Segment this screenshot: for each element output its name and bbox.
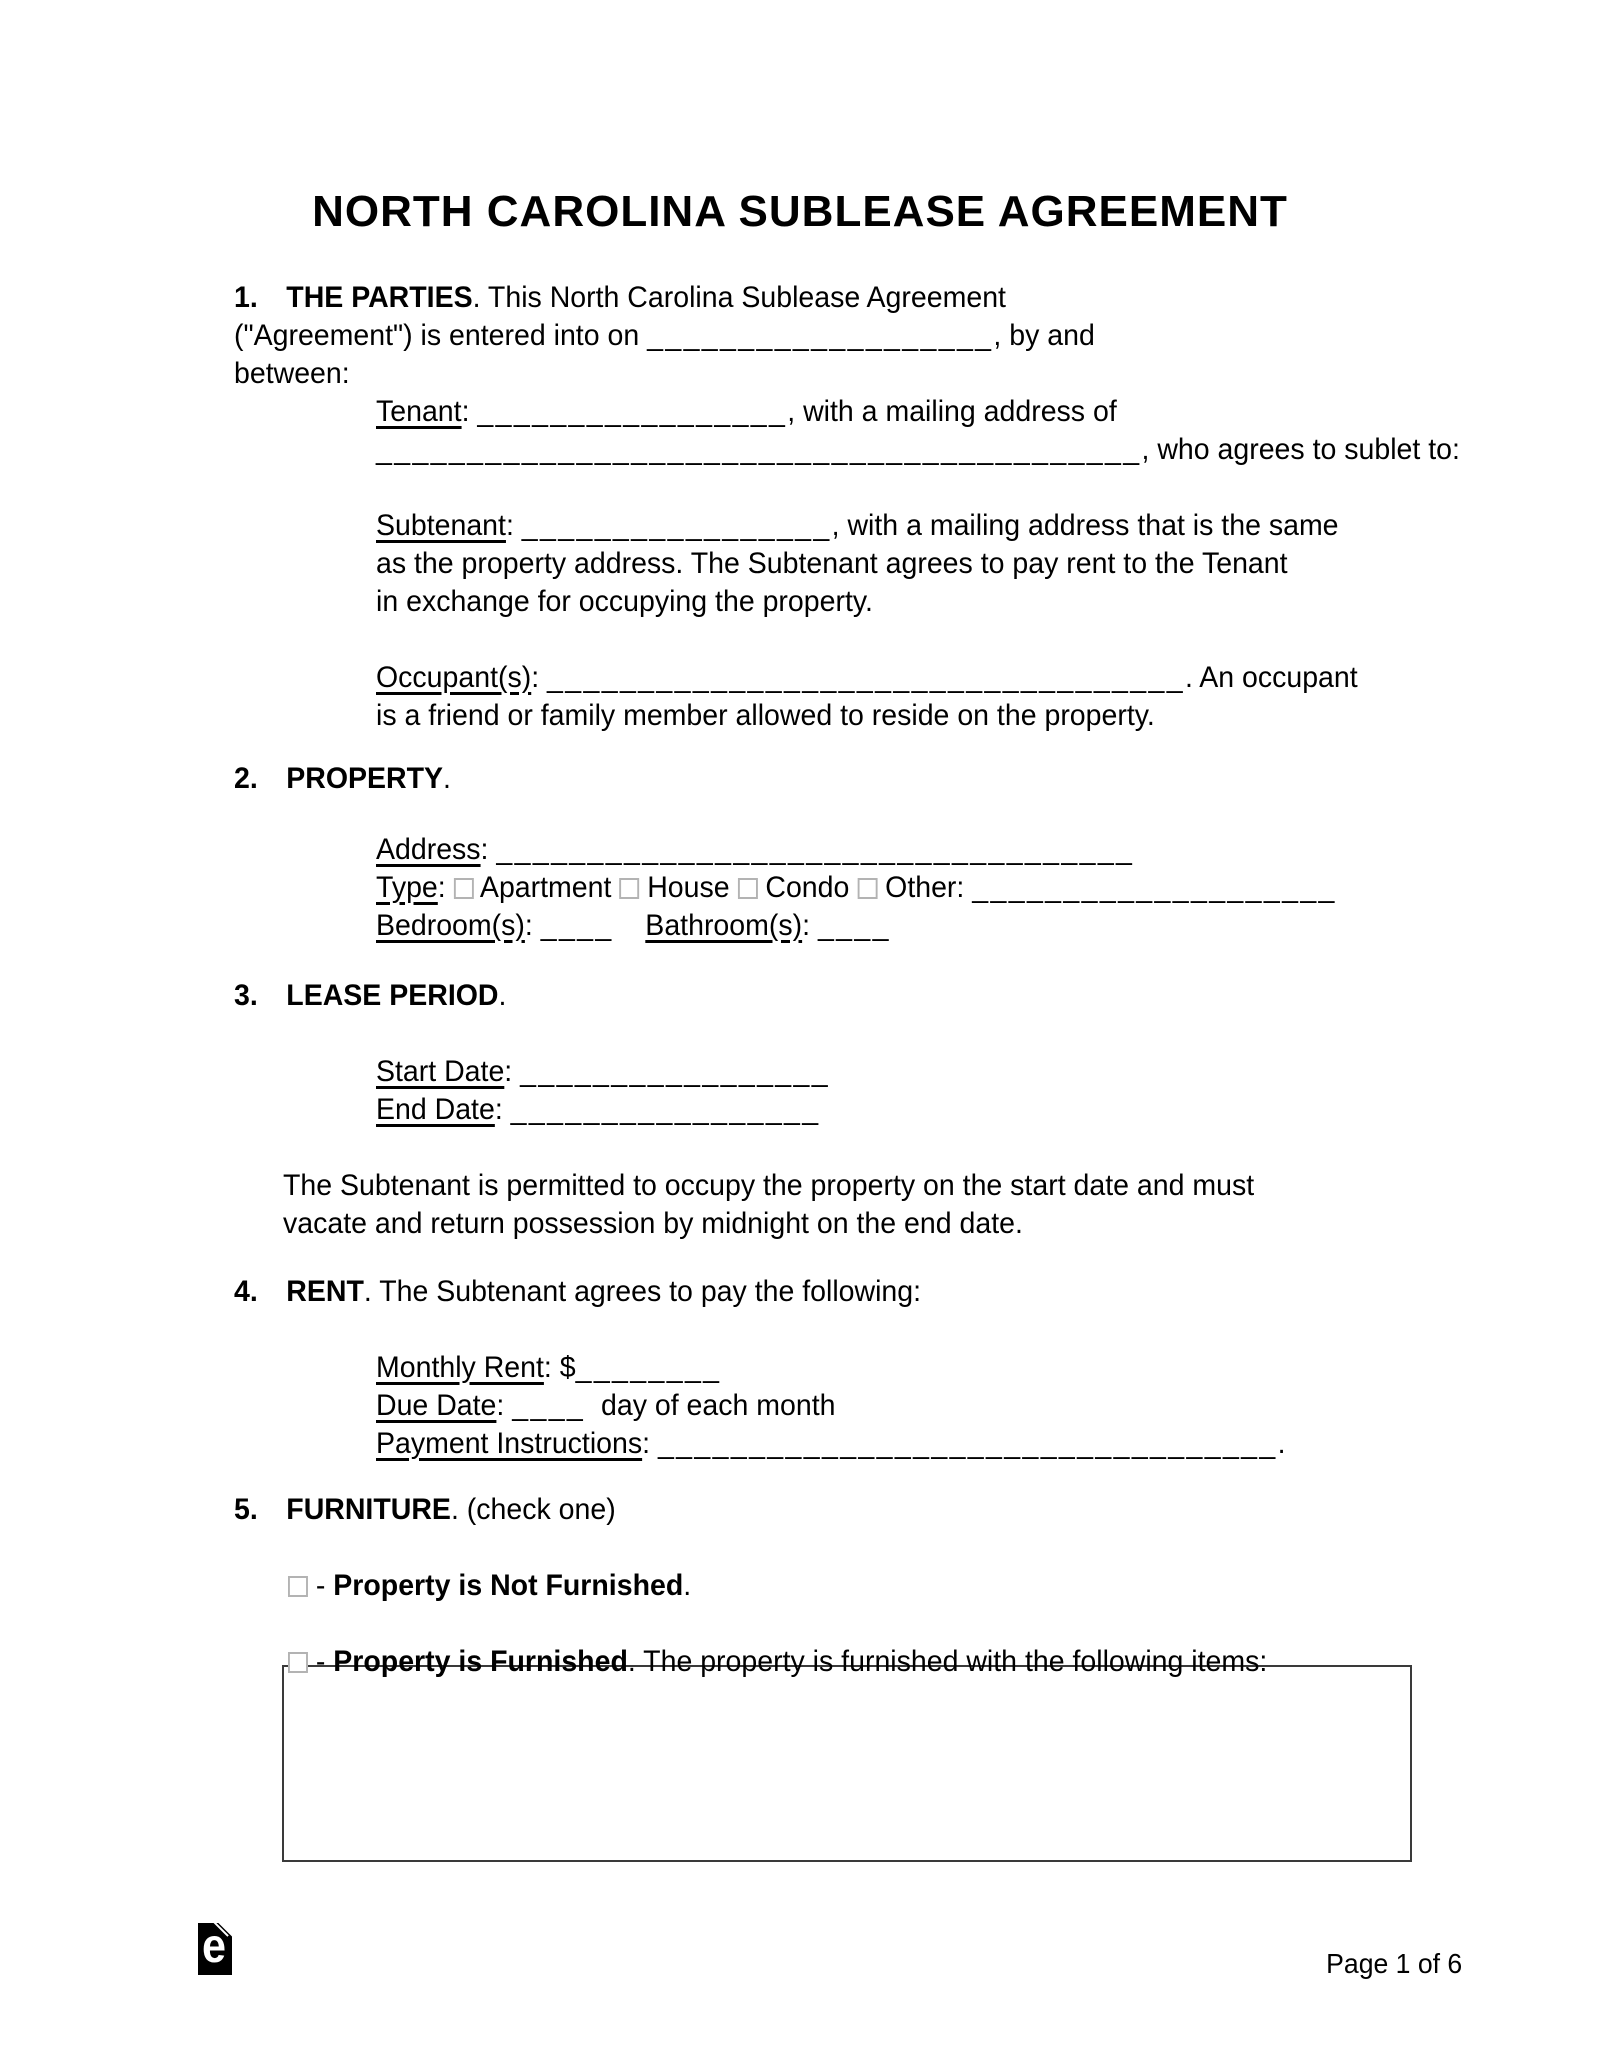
text-segment: : xyxy=(461,395,478,428)
text-segment: - xyxy=(307,1645,334,1678)
text-line xyxy=(376,545,1460,583)
field-label: End Date xyxy=(376,1093,495,1126)
text-segment: - xyxy=(307,1569,334,1602)
checkbox[interactable] xyxy=(288,1576,308,1597)
text-line xyxy=(376,431,1460,469)
text-line xyxy=(376,1425,1460,1463)
field-label: Due Date xyxy=(376,1389,497,1422)
text-segment: . xyxy=(683,1569,692,1602)
checkbox[interactable] xyxy=(288,1652,308,1673)
text-line xyxy=(376,1387,1460,1425)
lease-fields xyxy=(376,1053,1517,1129)
text-line xyxy=(283,1205,1455,1243)
document-title: NORTH CAROLINA SUBLEASE AGREEMENT xyxy=(312,187,1288,236)
blank-field[interactable]: _________________ xyxy=(520,1055,830,1088)
property-heading xyxy=(234,760,1517,798)
eforms-logo xyxy=(198,1920,232,1975)
furnished-option xyxy=(288,1643,1517,1681)
text-segment: vacate and return possession by midnight on the end date. xyxy=(283,1207,1023,1240)
text-segment: : xyxy=(531,661,548,694)
bold-text: FURNITURE xyxy=(286,1493,451,1526)
text-segment: : xyxy=(504,1055,521,1088)
checkbox[interactable] xyxy=(619,878,639,899)
section-number: 5. xyxy=(234,1493,258,1526)
field-label: Type xyxy=(376,871,438,904)
text-segment: . xyxy=(443,762,451,795)
text-line xyxy=(234,279,1453,317)
furniture-heading xyxy=(234,1491,1517,1529)
field-label: Start Date xyxy=(376,1055,505,1088)
page-indicator: Page 1 of 6 xyxy=(1325,1948,1462,1979)
text-line xyxy=(376,659,1460,697)
field-label: Address xyxy=(376,833,481,866)
blank-field[interactable]: _________________ xyxy=(521,509,832,542)
section-number: 3. xyxy=(234,979,258,1012)
text-segment: , with a mailing address that is the same xyxy=(831,509,1339,542)
blank-field[interactable]: _________________ xyxy=(477,395,788,428)
text-segment: : xyxy=(524,909,541,942)
text-line xyxy=(376,583,1460,621)
field-label: Bathroom(s) xyxy=(645,909,803,942)
rent-fields xyxy=(376,1349,1517,1463)
blank-field[interactable]: _________________ xyxy=(510,1093,821,1126)
text-segment xyxy=(614,909,646,942)
text-line xyxy=(288,1567,1456,1605)
text-segment: . The Subtenant agrees to pay the following: xyxy=(363,1275,922,1308)
blank-field[interactable]: ___________________________________ xyxy=(496,833,1135,866)
subtenant-clause xyxy=(376,507,1517,621)
text-line xyxy=(376,1053,1460,1091)
field-label: Monthly Rent xyxy=(376,1351,544,1384)
bold-text: RENT xyxy=(286,1275,364,1308)
text-segment: . xyxy=(498,979,507,1012)
rent-heading xyxy=(234,1273,1517,1311)
blank-field[interactable]: ____ xyxy=(817,909,891,942)
section-number: 1. xyxy=(234,281,258,314)
text-line xyxy=(234,977,1453,1015)
text-line xyxy=(376,869,1460,907)
text-line xyxy=(376,1349,1460,1387)
checkbox[interactable] xyxy=(857,878,877,899)
section-number: 2. xyxy=(234,762,258,795)
text-segment: : xyxy=(496,1389,513,1422)
section-number: 4. xyxy=(234,1275,258,1308)
text-line xyxy=(234,760,1453,798)
bold-text: Property is Furnished xyxy=(333,1645,628,1678)
blank-field[interactable]: __________________________________ xyxy=(657,1427,1278,1460)
text-line xyxy=(376,697,1460,735)
text-line xyxy=(376,907,1460,945)
text-segment: day of each month xyxy=(585,1389,836,1422)
field-label: Payment Instructions xyxy=(376,1427,643,1460)
text-segment: as the property address. The Subtenant agrees to pay rent to the Tenant xyxy=(376,547,1288,580)
tenant-clause xyxy=(376,393,1517,469)
not-furnished-option xyxy=(288,1567,1517,1605)
lease-heading xyxy=(234,977,1517,1015)
text-segment: . The property is furnished with the following items: xyxy=(627,1645,1268,1678)
text-line xyxy=(283,1167,1455,1205)
text-segment: : xyxy=(802,909,818,942)
checkbox[interactable] xyxy=(738,878,758,899)
text-segment: : xyxy=(505,509,522,542)
field-label: Tenant xyxy=(376,395,462,428)
text-segment: : $ xyxy=(543,1351,576,1384)
text-segment: Condo xyxy=(757,871,858,904)
text-segment: Other: xyxy=(877,871,973,904)
document-content xyxy=(234,279,1517,1862)
text-line xyxy=(376,831,1460,869)
text-segment: , by and xyxy=(993,319,1095,352)
text-segment: is a friend or family member allowed to reside on the property. xyxy=(376,699,1155,732)
text-line xyxy=(288,1643,1456,1681)
text-segment: between: xyxy=(234,357,350,390)
text-segment: , with a mailing address of xyxy=(787,395,1117,428)
field-label: Subtenant xyxy=(376,509,506,542)
blank-field[interactable]: ____________________ xyxy=(972,871,1337,904)
text-segment: : xyxy=(480,833,497,866)
property-fields xyxy=(376,831,1517,945)
text-segment: in exchange for occupying the property. xyxy=(376,585,873,618)
text-line xyxy=(376,1091,1460,1129)
text-segment: : xyxy=(437,871,454,904)
text-segment: Apartment xyxy=(473,871,620,904)
text-segment: : xyxy=(494,1093,511,1126)
text-segment: ("Agreement") is entered into on xyxy=(234,319,648,352)
furniture-items-box[interactable] xyxy=(282,1665,1412,1862)
text-segment: . This North Carolina Sublease Agreement xyxy=(472,281,1006,314)
blank-field[interactable]: ____ xyxy=(512,1389,586,1422)
field-label: Occupant(s) xyxy=(376,661,532,694)
text-line xyxy=(234,1491,1453,1529)
blank-field[interactable]: ________ xyxy=(575,1351,722,1384)
text-segment: , who agrees to sublet to: xyxy=(1141,433,1460,466)
text-line xyxy=(234,355,1453,393)
parties-intro xyxy=(234,279,1517,393)
checkbox[interactable] xyxy=(454,878,474,899)
bold-text: Property is Not Furnished xyxy=(333,1569,684,1602)
text-segment: . An occupant xyxy=(1184,661,1358,694)
logo-letter: e xyxy=(201,1920,227,1973)
blank-field[interactable]: ___________________________________ xyxy=(547,661,1185,694)
lease-paragraph xyxy=(283,1167,1517,1243)
field-label: Bedroom(s) xyxy=(376,909,525,942)
text-segment: : xyxy=(642,1427,658,1460)
text-segment: . xyxy=(1277,1427,1286,1460)
text-line xyxy=(234,1273,1453,1311)
blank-field[interactable]: ___________________ xyxy=(647,319,994,352)
bold-text: LEASE PERIOD xyxy=(286,979,499,1012)
occupant-clause xyxy=(376,659,1517,735)
text-line xyxy=(376,507,1460,545)
text-segment: House xyxy=(639,871,738,904)
text-line xyxy=(234,317,1453,355)
text-segment: The Subtenant is permitted to occupy the property on the start date and must xyxy=(283,1169,1255,1202)
text-line xyxy=(376,393,1460,431)
blank-field[interactable]: ____ xyxy=(540,909,614,942)
bold-text: PROPERTY xyxy=(286,762,444,795)
bold-text: THE PARTIES xyxy=(286,281,473,314)
text-segment: . (check one) xyxy=(450,1493,616,1526)
blank-field[interactable]: __________________________________________ xyxy=(376,433,1142,466)
